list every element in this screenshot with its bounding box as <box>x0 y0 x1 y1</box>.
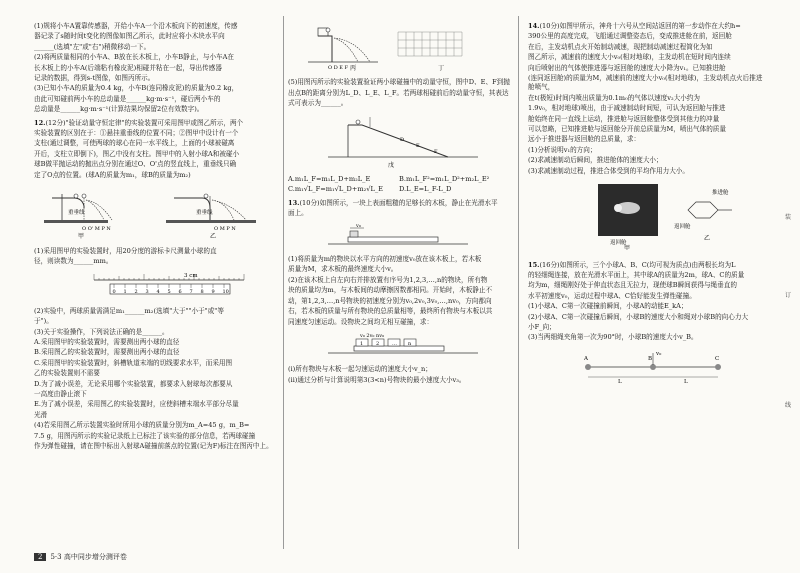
board-blocks-figure-2 <box>288 331 508 359</box>
column-divider-2 <box>518 16 519 549</box>
text-line: 390公里的高度完成，飞船通过调整姿态后，变成推进舱在前，返回舱 <box>528 32 732 41</box>
text-line: 1.9v₀，相对地球)喷出，由于减速制动时间短，可认为返回舱与推进 <box>528 104 726 113</box>
text-line: 开后，支柱立即倒下)，图乙中没有支柱。图甲中的入射小球A和被碰小 <box>34 149 240 158</box>
text-line: 右，若木板的质量与所有物块的总质量相等，最终所有物块与木板以共 <box>288 307 493 316</box>
svg-text:L: L <box>618 378 622 385</box>
fig-label-wu: 戊 <box>388 161 395 169</box>
text-line: (ⅱ)通过分析与计算说明第3(3<n)号物块的最小速度大小v₃。 <box>288 375 466 384</box>
text-line: 舱始终在同一直线上运动，推进舱与返回舱整体受到其他力的冲量 <box>528 114 720 123</box>
text-line: (2)小球A、C第一次碰撞后瞬间，小球B的速度大小和绳对小球B的向心力大 <box>528 312 749 321</box>
svg-text:F: F <box>434 148 438 155</box>
svg-text:v₀: v₀ <box>356 222 361 229</box>
text-line: (1)采用图甲的实验装置时，用20分度的游标卡尺测量小球的直 <box>34 246 217 255</box>
text-line: 乙的实验装置则不需要 <box>34 369 100 378</box>
column-divider-1 <box>283 16 284 549</box>
text-line: (3)当两细绳夹角第一次为90°时，小球B的速度大小v_B。 <box>528 333 698 342</box>
side-mark-zhuang: 装 <box>785 214 792 221</box>
text-line: 球B做平抛运动的抛出点分别在通过O、O'点的竖直线上，重垂线只确 <box>34 160 237 169</box>
text-line: 的轻细绳连接，放在光滑水平面上，其中球A的质量为2m，球A、C的质量 <box>528 270 745 279</box>
question-14-intro: 14.(10分)如图甲所示，神舟十六号从空间站返回的第一步动作在大约h= <box>528 22 741 30</box>
text-line: 由此可知碰前两小车的总动量是______kg·m·s⁻¹，碰后两小车的 <box>34 94 221 103</box>
text-line: 远小于推进器与返回舱的总质量，求： <box>528 135 641 144</box>
text-line: 式可表示为______。 <box>288 99 348 108</box>
right-column <box>528 22 768 391</box>
text-line: 径，则读数为______mm。 <box>34 256 113 265</box>
text-line: (ⅰ)所有物块与木板一起匀速运动的速度大小v_n； <box>288 365 432 374</box>
page-number: 2 <box>34 553 46 561</box>
vernier-tick-label: 3 <box>145 289 149 296</box>
fig-label-jia-14: 甲 <box>624 245 631 251</box>
text-line: D.为了减小误差，无论采用哪个实验装置，都要求入射球每次都要从 <box>34 379 233 388</box>
question-12-intro <box>34 119 280 128</box>
text-line: (5)用图丙所示的实验装置验证两小球碰撞中的动量守恒，图中D、E、F到抛 <box>288 78 510 87</box>
text-line: 块的质量均为m，与木板间的动摩擦因数都相同。开始时，木板静止不 <box>288 286 493 295</box>
question-15-sub <box>528 302 768 343</box>
side-mark-ding: 订 <box>785 292 792 299</box>
text-line: 出点B的距离分别为L_D、L_E、L_F。若两球相碰前后的动量守恒，其表达 <box>288 88 509 97</box>
text-line: (2)实验中，两球质量需满足m₁______m₂(选填"大于""小于"或"等 <box>34 306 224 315</box>
question-12-first-line: "验证动量守恒定律"的实验装置可采用图甲或图乙所示，两个 <box>65 118 244 127</box>
left-column <box>34 22 280 452</box>
fig-label-jia: 甲 <box>78 233 85 241</box>
side-mark-xian: 线 <box>785 402 792 409</box>
answer-option: A.m₁L_F=m₁L_D+m₂L_E <box>288 175 371 184</box>
text-line: 一高度由静止滚下 <box>34 389 87 398</box>
book-title: 5·3 高中同步增分测评卷 <box>50 553 127 561</box>
vernier-caliper-figure <box>34 270 274 300</box>
svg-text:D: D <box>400 136 405 143</box>
three-balls-figure <box>528 347 768 385</box>
text-line: (1)将质量为m的物块以水平方向的初速度v₀放在该木板上，若木板 <box>288 255 482 264</box>
answer-option: D.L_E=L_F-L_D <box>399 185 452 194</box>
text-line: 实验装置的区别在于：①悬挂重垂线的位置不同；②图甲中设计有一个 <box>34 129 239 138</box>
text-line: (3)求减速制动过程，推进合体受到的平均作用力大小。 <box>528 166 689 175</box>
text-line: 在后，主发动机点火开始制动减速，现把制动减速过程简化为如 <box>528 42 713 51</box>
text-line: 图乙所示，减速前的速度大小v₀(相对地球)，主发动机在短时间内连续 <box>528 53 731 62</box>
question-13-intro: 13.(10分)如图所示，一块上表面粗糙的足够长的木板，静止在光滑水平 <box>288 198 498 207</box>
vernier-tick-label: 1 <box>123 289 127 296</box>
answer-options <box>288 175 510 196</box>
svg-text:A: A <box>584 355 588 362</box>
text-line: 质量为M，求木板的最终速度大小v。 <box>288 265 398 274</box>
middle-column <box>288 22 510 386</box>
text-line: (2)求减速制动后瞬间，推进舱体的速度大小； <box>528 156 663 165</box>
text-line: (1)分析说明v₁的方向； <box>528 145 597 154</box>
svg-text:返回舱: 返回舱 <box>674 224 691 231</box>
text-line: 支柱(通过调整，可使两球的球心在同一水平线上，上面的小球被碰离 <box>34 139 235 148</box>
spacecraft-figure <box>528 180 768 250</box>
text-line: 向后喷射出的气体使推进器与返回舱的速度大小降为v₁。已知推进舱 <box>528 63 726 72</box>
question-15-text <box>528 271 768 301</box>
question-13-sub <box>288 365 510 385</box>
vernier-tick-label: 2 <box>134 289 138 296</box>
text-line: 面上。 <box>288 209 308 218</box>
svg-text:L: L <box>684 378 688 385</box>
block-label: … <box>392 340 397 347</box>
question-12-part-5 <box>288 78 510 108</box>
svg-text:重垂线: 重垂线 <box>196 210 213 217</box>
text-line: (3)关于实验操作，下列说法正确的是______。 <box>34 327 169 336</box>
svg-text:E: E <box>416 142 420 149</box>
text-line: 动，第1,2,3,…,n号物块的初速度分别为v₀,2v₀,3v₀,…,nv₀，方向都向 <box>288 296 492 305</box>
svg-text:v₀: v₀ <box>656 350 662 357</box>
svg-text:推进舱: 推进舱 <box>712 190 729 197</box>
text-line: E.为了减小误差，采用图乙的实验装置时，应使斜槽末端水平部分尽量 <box>34 400 239 409</box>
text-line: 可以忽略，已知推进舱与返回舱分开前总质量为M，喷出气体的质量 <box>528 125 726 134</box>
plumb-line-label: 重垂线 <box>68 210 85 217</box>
text-line: 于")。 <box>34 317 53 326</box>
fig-label-bing: 丙 <box>350 65 357 72</box>
text-line: (2)将两质量相同的小车A、B放在长木板上，小车B静止，与小车A在 <box>34 53 234 62</box>
text-line: (4)若采用图乙所示装置实验时所用小球的质量分别为m_A=45 g，m_B= <box>34 421 250 430</box>
vernier-tick-label: 6 <box>178 289 182 296</box>
text-line: ______(选填"左"或"右")稍微移动一下。 <box>34 42 151 51</box>
svg-text:v₀ 2v₀ nv₀: v₀ 2v₀ nv₀ <box>360 332 385 339</box>
svg-text:返回舱: 返回舱 <box>610 240 627 247</box>
text-line: 光滑 <box>34 410 48 419</box>
question-14-text <box>528 32 768 144</box>
board-block-figure-1 <box>288 223 508 249</box>
vernier-tick-label: 5 <box>167 289 171 296</box>
text-line: 定了O点的位置。(球A的质量为m₁，球B的质量为m₂) <box>34 170 191 179</box>
question-score: (12分) <box>45 118 66 127</box>
question-13-body <box>288 255 510 327</box>
text-line: 均为m，细绳刚好处于伸直状态且无拉力，现使球B瞬间获得与绳垂直的 <box>528 281 737 290</box>
text-line: 在t(极短)时间内喷出质量为0.1m₀的气体以速度v₂大小约为 <box>528 93 701 102</box>
fig-label-yi-14: 乙 <box>704 235 711 243</box>
fig-label-ding: 丁 <box>438 65 445 72</box>
vernier-tick-label: 0 <box>112 289 116 296</box>
vernier-tick-label: 8 <box>200 289 204 296</box>
question-15-intro: 15.(16分)如图所示，三个小球A、B、C(均可视为质点)由两根长均为L <box>528 260 736 269</box>
svg-text:O O' M P N: O O' M P N <box>82 226 111 233</box>
block-label: n <box>408 340 412 347</box>
block-label: 1 <box>360 340 364 347</box>
text-line: (2)在该木板上自左向右并排放置有序号为1,2,3,…,n的物块，所有物 <box>288 275 488 284</box>
text-line: (1)规将小车A置靠传感器，开给小车A一个沿木板向下的初速度，传感 <box>34 22 238 30</box>
question-14-sub <box>528 146 768 176</box>
caliper-unit: 3 cm <box>184 273 198 280</box>
text-line: 作为弹性碰撞，请在图中标出入射球A碰撞前落点的位置(记为F)标注在图丙中上。 <box>34 442 273 450</box>
block-label: 2 <box>376 340 380 347</box>
page-footer <box>34 552 127 562</box>
vernier-tick-label: 4 <box>156 289 160 296</box>
text-line: 器记录了s随时间t变化的图像如图乙所示，此时应将小木块水平向 <box>34 32 225 41</box>
text-line: 小F_向； <box>528 322 556 331</box>
vernier-tick-label: 7 <box>189 289 193 296</box>
text-line: C.采用图甲的实验装置时，斜槽轨道末端的切线要求水平，而采用图 <box>34 358 233 367</box>
question-12-parts-2-4 <box>34 307 280 452</box>
question-12-text <box>34 129 280 180</box>
svg-text:C: C <box>715 355 720 362</box>
vernier-tick-label: 9 <box>211 289 215 296</box>
apparatus-figure-bing-ding <box>288 22 508 72</box>
text-line: 同速度匀速运动。设物块之间均无相互碰撞，求： <box>288 317 434 326</box>
apparatus-figure-jia-yi <box>34 184 274 240</box>
text-line: 总动量是______kg·m·s⁻¹(计算结果均保留2位有效数字)。 <box>34 105 204 114</box>
question-number: 12. <box>34 118 46 127</box>
svg-text:O M P N: O M P N <box>214 226 236 233</box>
text-line: 7.5 g，用图丙所示的实验记录纸上已标注了该实验的部分信息，若两球碰撞 <box>34 431 256 440</box>
incline-figure-wu <box>288 113 508 169</box>
text-line: 记录的数据，得到s-t图像，如图丙所示。 <box>34 74 155 83</box>
text-line: (3)已知小车A的质量为0.4 kg，小车B(连同橡皮泥)的质量为0.2 kg， <box>34 84 239 93</box>
text-line: 长木板上的小车A(后端粘有橡皮泥)相碰并粘在一起，导出传感器 <box>34 63 222 72</box>
svg-text:B: B <box>648 355 653 362</box>
text-line: A.采用图甲的实验装置时，需要测出两小球的直径 <box>34 337 180 346</box>
question-11-continued <box>34 22 280 115</box>
answer-option: C.m₁√L_F=m₁√L_D+m₂√L_E <box>288 185 383 194</box>
text-line: 水平初速度v₀，运动过程中球A、C恰好能发生弹性碰撞。 <box>528 291 696 300</box>
question-13-text <box>288 209 510 218</box>
text-line: (1)小球A、C第一次碰撞前瞬间，小球A的动能E_kA； <box>528 302 688 311</box>
text-line: B.采用图乙的实验装置时，需要测出两小球的直径 <box>34 348 180 357</box>
answer-option: B.m₁L_F²=m₁L_D²+m₂L_E² <box>399 175 490 184</box>
vernier-tick-label: 10 <box>222 289 229 296</box>
fig-label-yi: 乙 <box>210 233 217 241</box>
text-line: (连同返回舱)的质量为M，减速前的速度大小v₀(相对地球)，主发动机点火后推进舱喷气， <box>528 74 763 92</box>
svg-text:O D E F: O D E F <box>328 65 348 71</box>
question-12-part-1 <box>34 247 280 267</box>
